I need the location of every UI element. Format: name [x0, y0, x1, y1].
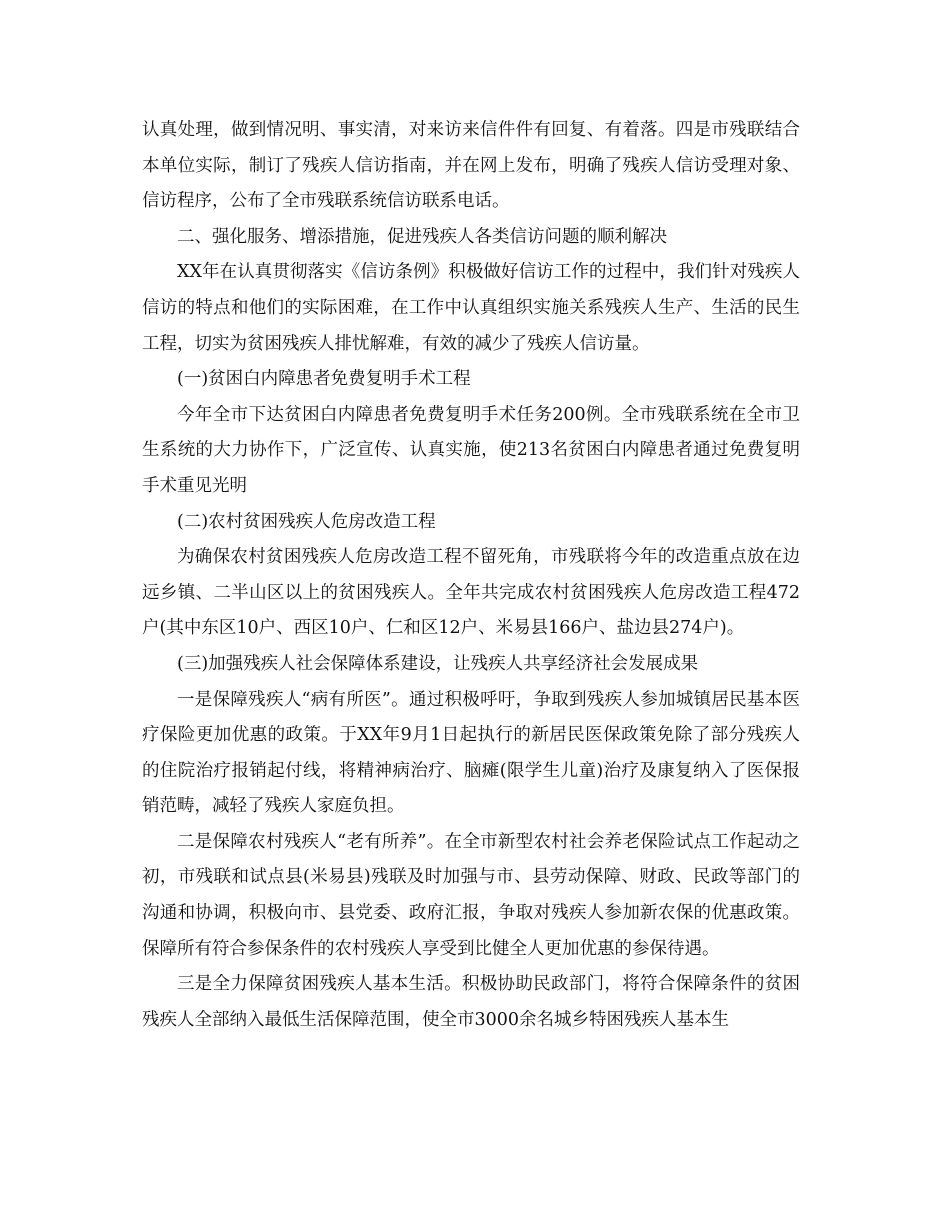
paragraph-continuation: 认真处理，做到情况明、事实清，对来访来信件件有回复、有着落。四是市残联结合本单位实际，制订了残疾人信访指南，并在网上发布，明确了残疾人信访受理对象、信访程序，公布了全市残联系统信访联系电话。 — [142, 120, 800, 212]
paragraph: XX年在认真贯彻落实《信访条例》积极做好信访工作的过程中，我们针对残疾人信访的特点和他们的实际困难，在工作中认真组织实施关系残疾人生产、生活的民生工程，切实为贫困残疾人排忧解难，有效的减少了残疾人信访量。 — [142, 262, 800, 354]
subsection-heading-3: (三)加强残疾人社会保障体系建设，让残疾人共享经济社会发展成果 — [177, 653, 699, 674]
subsection-heading-2: (二)农村贫困残疾人危房改造工程 — [177, 511, 436, 532]
paragraph: 为确保农村贫困残疾人危房改造工程不留死角，市残联将今年的改造重点放在边远乡镇、二半山区以上的贫困残疾人。全年共完成农村贫困残疾人危房改造工程472户(其中东区10户、西区10户、仁和区12户、米易县166户、盐边县274户)。 — [142, 547, 800, 639]
subsection-heading-1: (一)贫困白内障患者免费复明手术工程 — [177, 369, 471, 390]
paragraph: 三是全力保障贫困残疾人基本生活。积极协助民政部门，将符合保障条件的贫困残疾人全部纳入最低生活保障范围，使全市3000余名城乡特困残疾人基本生 — [142, 974, 800, 1030]
document-body — [142, 113, 800, 1038]
section-heading-2: 二、强化服务、增添措施，促进残疾人各类信访问题的顺利解决 — [177, 226, 667, 247]
paragraph: 一是保障残疾人“病有所医”。通过积极呼吁，争取到残疾人参加城镇居民基本医疗保险更加优惠的政策。于XX年9月1日起执行的新居民医保政策免除了部分残疾人的住院治疗报销起付线，将精神病治疗、脑瘫(限学生儿童)治疗及康复纳入了医保报销范畴，减轻了残疾人家庭负担。 — [142, 689, 800, 817]
paragraph: 二是保障农村残疾人“老有所养”。在全市新型农村社会养老保险试点工作起动之初，市残联和试点县(米易县)残联及时加强与市、县劳动保障、财政、民政等部门的沟通和协调，积极向市、县党委、政府汇报，争取对残疾人参加新农保的优惠政策。保障所有符合参保条件的农村残疾人享受到比健全人更加优惠的参保待遇。 — [142, 831, 800, 959]
paragraph: 今年全市下达贫困白内障患者免费复明手术任务200例。全市残联系统在全市卫生系统的大力协作下，广泛宣传、认真实施，使213名贫困白内障患者通过免费复明手术重见光明 — [142, 404, 800, 496]
